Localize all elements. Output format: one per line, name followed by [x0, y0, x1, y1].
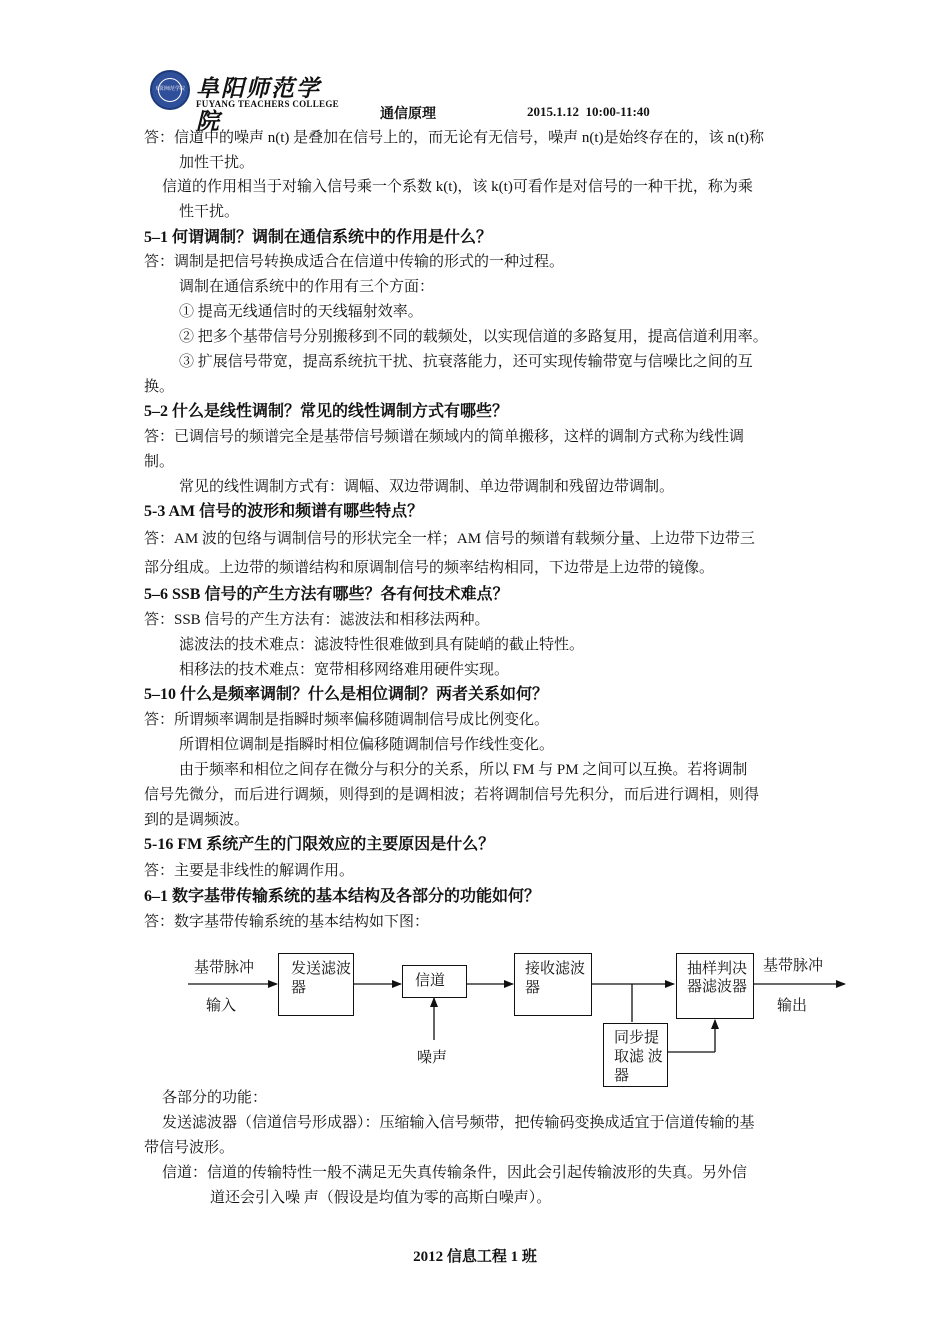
answer-line: 答：数字基带传输系统的基本结构如下图：: [144, 914, 430, 930]
question-heading-5-3: 5-3 AM 信号的波形和频谱有哪些特点？: [144, 503, 424, 520]
answer-line: 所谓相位调制是指瞬时相位偏移随调制信号作线性变化。: [179, 737, 555, 753]
course-title: 通信原理: [380, 107, 436, 122]
college-seal-icon: 阜阳师范学院: [150, 70, 190, 110]
college-name-en: FUYANG TEACHERS COLLEGE: [196, 99, 339, 109]
intro-line: 性干扰。: [179, 204, 240, 220]
answer-line: 到的是调频波。: [144, 812, 250, 828]
answer-line: 答：SSB 信号的产生方法有：滤波法和相移法两种。: [144, 612, 490, 628]
answer-line: ② 把多个基带信号分别搬移到不同的载频处，以实现信道的多路复用，提高信道利用率。: [179, 329, 768, 345]
answer-line: 答：调制是把信号转换成适合在信道中传输的形式的一种过程。: [144, 254, 565, 270]
answer-line: 答：所谓频率调制是指瞬时频率偏移随调制信号成比例变化。: [144, 712, 550, 728]
answer-line: 制。: [144, 454, 175, 470]
output-label-top: 基带脉冲: [763, 958, 824, 974]
question-heading-5-2: 5–2 什么是线性调制？常见的线性调制方式有哪些？: [144, 403, 509, 420]
intro-line: 信道的作用相当于对输入信号乘一个系数 k(t)，该 k(t)可看作是对信号的一种干扰，称为乘: [162, 179, 753, 195]
answer-line: 滤波法的技术难点：滤波特性很难做到具有陡峭的截止特性。: [179, 637, 585, 653]
rx-filter-block: 接收滤波器: [514, 953, 592, 1016]
answer-line: 信号先微分，而后进行调频，则得到的是调相波；若将调制信号先积分，而后进行调相，则得: [144, 787, 760, 803]
page-footer: 2012 信息工程 1 班: [413, 1249, 537, 1265]
input-label-top: 基带脉冲: [194, 960, 255, 976]
functions-line: 发送滤波器（信道信号形成器）：压缩输入信号频带，把传输码变换成适宜于信道传输的基: [162, 1115, 755, 1131]
output-label-bottom: 输出: [777, 998, 808, 1014]
answer-line: 换。: [144, 379, 175, 395]
answer-line: 由于频率和相位之间存在微分与积分的关系，所以 FM 与 PM 之间可以互换。若将调制: [179, 762, 748, 778]
answer-line: 部分组成。上边带的频谱结构和原调制信号的频率结构相同，下边带是上边带的镜像。: [144, 560, 715, 576]
question-heading-5-16: 5-16 FM 系统产生的门限效应的主要原因是什么？: [144, 836, 495, 853]
answer-line: 答：主要是非线性的解调作用。: [144, 863, 355, 879]
functions-line: 带信号波形。: [144, 1140, 235, 1156]
college-name-cn: 阜阳师范学院: [196, 75, 321, 135]
answer-line: ① 提高无线通信时的天线辐射效率。: [179, 304, 423, 320]
answer-line: 调制在通信系统中的作用有三个方面：: [179, 279, 435, 295]
answer-line: 相移法的技术难点：宽带相移网络难用硬件实现。: [179, 662, 510, 678]
question-heading-6-1: 6–1 数字基带传输系统的基本结构及各部分的功能如何？: [144, 888, 541, 905]
answer-line: ③ 扩展信号带宽，提高系统抗干扰、抗衰落能力，还可实现传输带宽与信噪比之间的互: [179, 354, 753, 370]
channel-block: 信道: [402, 965, 467, 998]
question-heading-5-6: 5–6 SSB 信号的产生方法有哪些？各有何技术难点？: [144, 586, 509, 603]
functions-line: 道还会引入噪 声（假设是均值为零的高斯白噪声）。: [210, 1190, 552, 1206]
answer-line: 答：已调信号的频谱完全是基带信号频谱在频域内的简单搬移，这样的调制方式称为线性调: [144, 429, 745, 445]
college-logo: [150, 70, 340, 135]
sampler-block: 抽样判决器滤波器: [676, 953, 754, 1019]
functions-line: 各部分的功能：: [162, 1090, 268, 1106]
noise-label: 噪声: [417, 1050, 448, 1066]
baseband-system-diagram: [180, 945, 860, 1120]
exam-date: 2015.1.12 10:00-11:40: [527, 104, 650, 119]
tx-filter-block: 发送滤波器: [278, 953, 354, 1016]
intro-line: 加性干扰。: [179, 155, 255, 171]
input-label-bottom: 输入: [206, 998, 237, 1014]
question-heading-5-10: 5–10 什么是频率调制？什么是相位调制？两者关系如何？: [144, 686, 549, 703]
functions-line: 信道：信道的传输特性一般不满足无失真传输条件，因此会引起传输波形的失真。另外信: [162, 1165, 748, 1181]
intro-line: 答：信道中的噪声 n(t) 是叠加在信号上的，而无论有无信号，噪声 n(t)是始终存在的，该 n(t)称: [144, 130, 764, 146]
answer-line: 答：AM 波的包络与调制信号的形状完全一样；AM 信号的频谱有载频分量、上边带下边带三: [144, 531, 755, 547]
question-heading-5-1: 5–1 何谓调制？调制在通信系统中的作用是什么？: [144, 229, 493, 246]
sync-extract-block: 同步提取滤 波器: [603, 1023, 668, 1087]
answer-line: 常见的线性调制方式有：调幅、双边带调制、单边带调制和残留边带调制。: [179, 479, 675, 495]
